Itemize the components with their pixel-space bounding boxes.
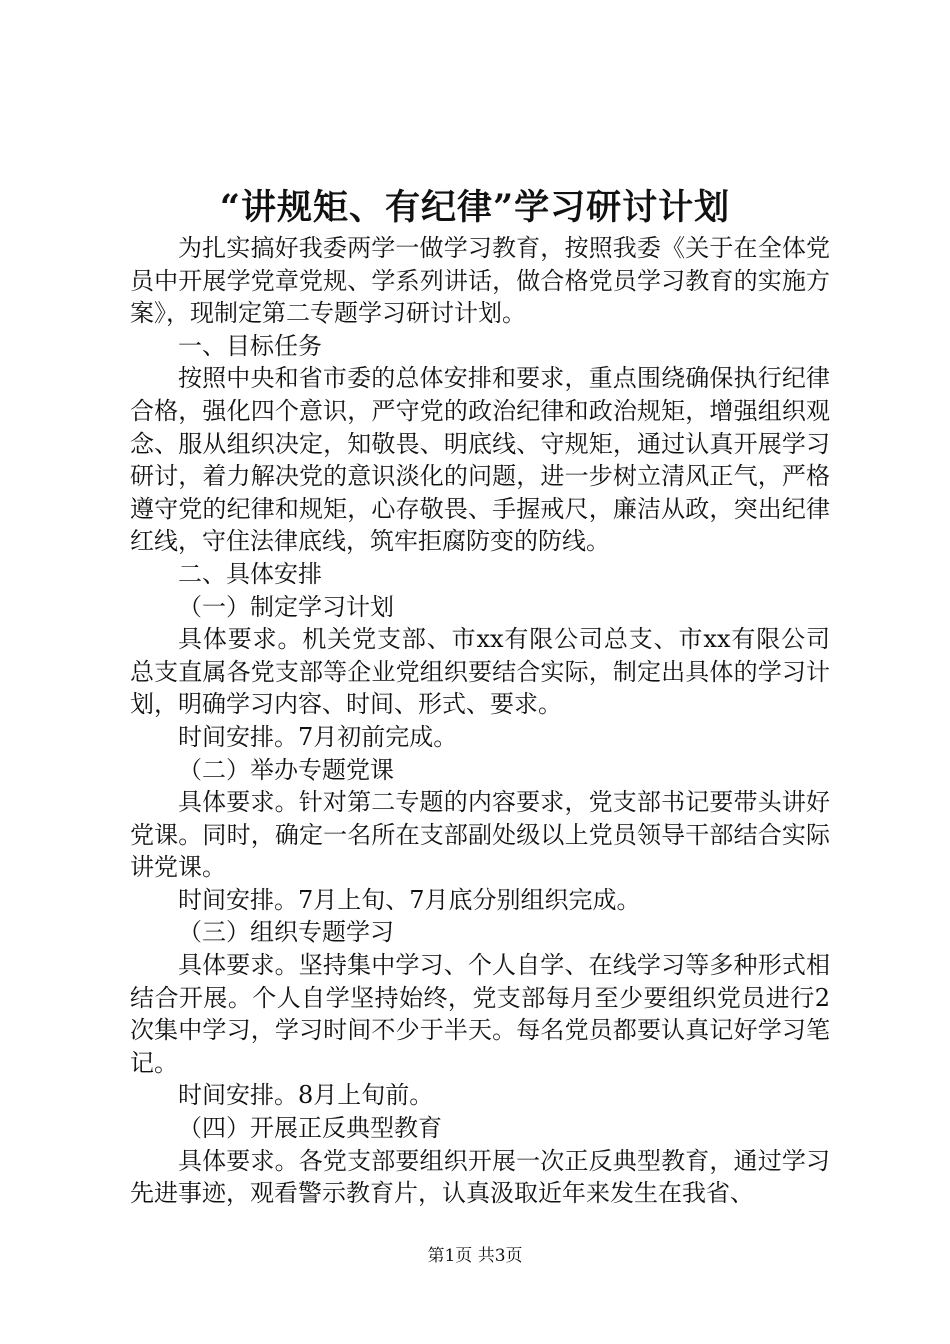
subsection-heading-party-lecture: （二）举办专题党课 (178, 755, 394, 784)
section-heading-arrangements: 二、具体安排 (178, 559, 322, 588)
document-title: “讲规矩、有纪律”学习研讨计划 (219, 187, 731, 228)
study-schedule-paragraph: 时间安排。8月上旬前。 (178, 1081, 434, 1110)
goals-paragraph: 按照中央和省市委的总体安排和要求，重点围绕确保执行纪律合格，强化四个意识，严守党的政治纪律和政治规矩，增强组织观念、服从组织决定，知敬畏、明底线、守规矩，通过认真开展学习研讨，着力解决党的意识淡化的问题，进一步树立清风正气，严格遵守党的纪律和规矩，心存敬畏、手握戒尺，廉洁从政，突出纪律红线，守住法律底线，筑牢拒腐防变的防线。 (130, 364, 830, 556)
subsection-heading-plan: （一）制定学习计划 (178, 592, 394, 621)
plan-requirements-paragraph: 具体要求。机关党支部、市xx有限公司总支、市xx有限公司总支直属各党支部等企业党组织要结合实际，制定出具体的学习计划，明确学习内容、时间、形式、要求。 (130, 625, 830, 719)
plan-schedule-paragraph: 时间安排。7月初前完成。 (178, 722, 458, 751)
document-body (130, 232, 830, 1210)
lecture-schedule-paragraph: 时间安排。7月上旬、7月底分别组织完成。 (178, 885, 641, 914)
study-requirements-paragraph: 具体要求。坚持集中学习、个人自学、在线学习等多种形式相结合开展。个人自学坚持始终，党支部每月至少要组织党员进行2次集中学习，学习时间不少于半天。每名党员都要认真记好学习笔记。 (130, 951, 830, 1077)
lecture-requirements-paragraph: 具体要求。针对第二专题的内容要求，党支部书记要带头讲好党课。同时，确定一名所在支部副处级以上党员领导干部结合实际讲党课。 (130, 788, 830, 882)
page-number-footer: 第1页 共3页 (427, 1246, 523, 1266)
intro-paragraph: 为扎实搞好我委两学一做学习教育，按照我委《关于在全体党员中开展学党章党规、学系列讲话，做合格党员学习教育的实施方案》，现制定第二专题学习研讨计划。 (130, 234, 830, 328)
subsection-heading-education: （四）开展正反典型教育 (178, 1114, 442, 1143)
subsection-heading-study: （三）组织专题学习 (178, 918, 394, 947)
section-heading-goals: 一、目标任务 (178, 331, 322, 360)
education-requirements-paragraph: 具体要求。各党支部要组织开展一次正反典型教育，通过学习先进事迹，观看警示教育片，认真汲取近年来发生在我省、 (130, 1146, 830, 1208)
